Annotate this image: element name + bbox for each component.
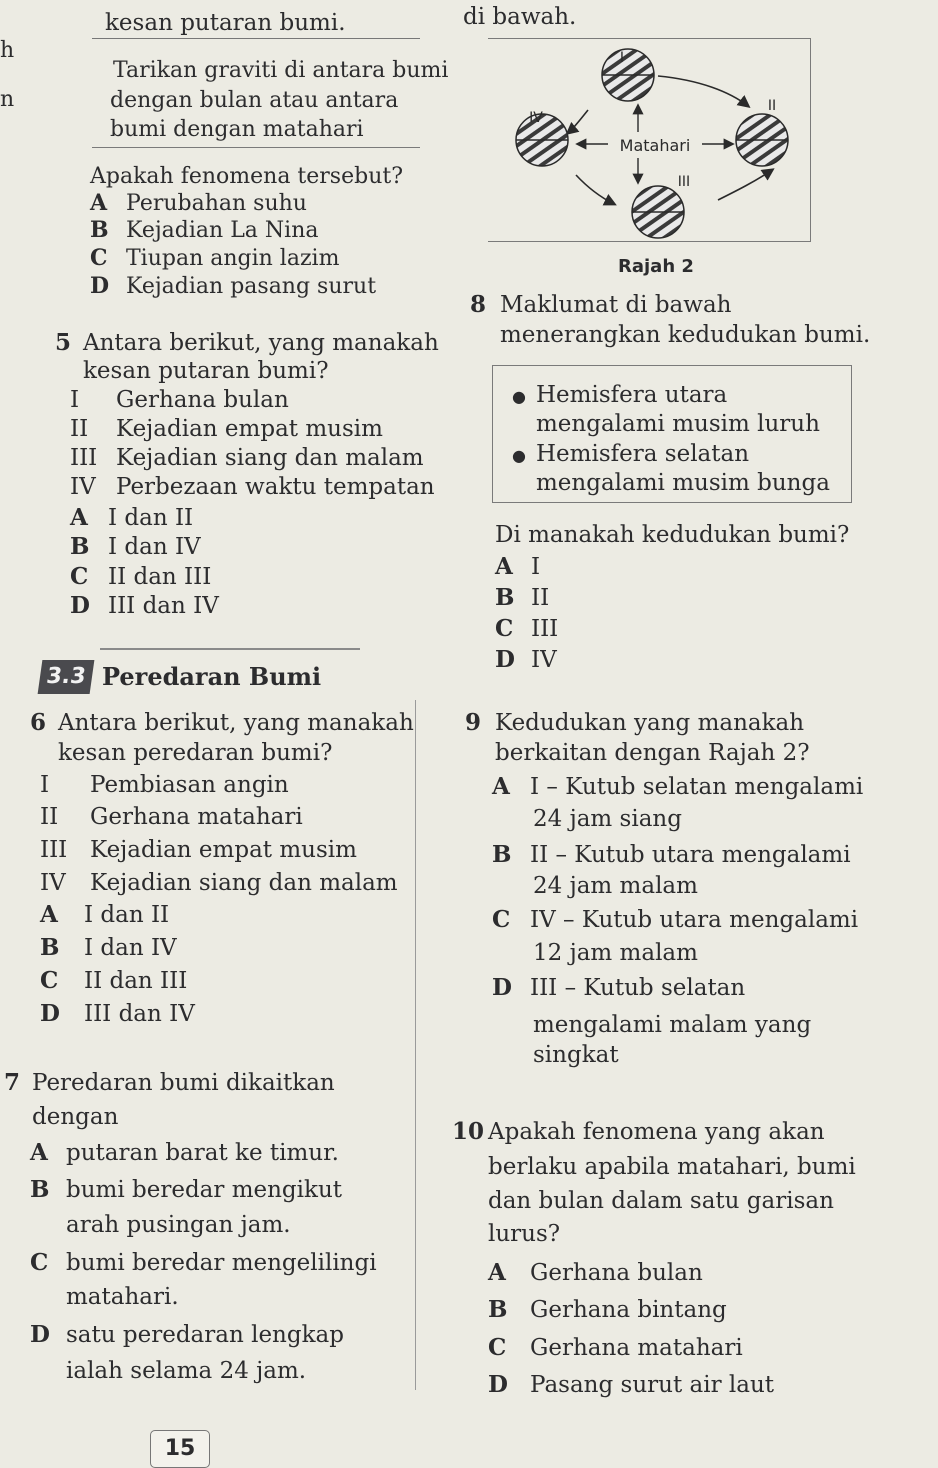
q4-box-line: Tarikan graviti di antara bumi: [113, 58, 449, 83]
q6-stem: 6 Antara berikut, yang manakah: [30, 709, 414, 736]
q10-option-a[interactable]: A Gerhana bulan: [488, 1259, 703, 1286]
orbit-arrow: [568, 110, 588, 133]
q5-item: IV Perbezaan waktu tempatan: [70, 474, 435, 500]
q5-option-c[interactable]: C II dan III: [70, 563, 212, 590]
q4-box-line: dengan bulan atau antara: [110, 88, 399, 113]
q7-stem: 7 Peredaran bumi dikaitkan: [4, 1069, 335, 1096]
column-divider: [415, 700, 416, 1390]
q4-option-d[interactable]: D Kejadian pasang surut: [90, 273, 377, 299]
q10-stem: 10 Apakah fenomena yang akan: [452, 1118, 825, 1145]
q10-option-d[interactable]: D Pasang surut air laut: [488, 1371, 774, 1398]
q6-option-c[interactable]: C II dan III: [40, 967, 188, 994]
q10-stem-line: berlaku apabila matahari, bumi: [488, 1154, 856, 1180]
q9-option-b-line: 24 jam malam: [533, 873, 698, 899]
position-label-iv: IV: [529, 110, 543, 126]
orbit-arrow: [718, 170, 772, 200]
q8-stem-line: menerangkan kedudukan bumi.: [500, 322, 871, 348]
sun-label: Matahari: [619, 136, 691, 155]
q6-option-b[interactable]: B I dan IV: [40, 934, 177, 961]
q8-option-c[interactable]: C III: [495, 615, 559, 642]
earth-position-ii: [736, 114, 788, 166]
q6-option-d[interactable]: D III dan IV: [40, 1000, 195, 1027]
q7-option-d[interactable]: D satu peredaran lengkap: [30, 1321, 344, 1348]
q5-item: III Kejadian siang dan malam: [70, 445, 424, 471]
q6-option-a[interactable]: A I dan II: [40, 901, 170, 928]
q9-option-d[interactable]: D III – Kutub selatan: [492, 974, 746, 1001]
q9-option-a-line: 24 jam siang: [533, 806, 682, 832]
page-number: 15: [150, 1430, 210, 1468]
q8-option-d[interactable]: D IV: [495, 646, 557, 673]
q4-option-a[interactable]: A Perubahan suhu: [90, 190, 307, 216]
q6-stem-line: kesan peredaran bumi?: [58, 740, 333, 766]
q9-option-c-line: 12 jam malam: [533, 940, 698, 966]
q8-bullet: ● Hemisfera selatan: [512, 441, 750, 467]
q6-item: III Kejadian empat musim: [40, 837, 357, 863]
position-label-iii: III: [677, 174, 691, 190]
q8-option-b[interactable]: B II: [495, 584, 550, 611]
orbit-diagram: [490, 40, 810, 240]
q9-stem-line: berkaitan dengan Rajah 2?: [495, 740, 810, 766]
orbit-arrow: [658, 76, 748, 106]
q8-stem: 8 Maklumat di bawah: [470, 291, 732, 318]
q5-option-d[interactable]: D III dan IV: [70, 592, 219, 619]
section-rule: [100, 648, 360, 650]
q7-option-c-line: matahari.: [66, 1284, 179, 1310]
q5-option-b[interactable]: B I dan IV: [70, 533, 201, 560]
cut-off-letter: n: [0, 87, 15, 112]
q9-option-d-line: mengalami malam yang: [533, 1012, 812, 1038]
q7-option-a[interactable]: A putaran barat ke timur.: [30, 1139, 339, 1166]
q8-bullet-line: mengalami musim bunga: [536, 470, 830, 496]
q8-option-a[interactable]: A I: [495, 553, 541, 580]
q4-question: Apakah fenomena tersebut?: [90, 164, 404, 189]
earth-position-iii: [632, 186, 684, 238]
q6-item: II Gerhana matahari: [40, 804, 303, 830]
q5-stem-line: kesan putaran bumi?: [83, 358, 329, 384]
q5-item: I Gerhana bulan: [70, 387, 289, 413]
q5-stem: 5 Antara berikut, yang manakah: [55, 329, 439, 356]
q7-option-b-line: arah pusingan jam.: [66, 1212, 291, 1238]
q4-option-c[interactable]: C Tiupan angin lazim: [90, 245, 340, 271]
q5-item: II Kejadian empat musim: [70, 416, 383, 442]
q7prev-stem-tail: di bawah.: [463, 4, 577, 30]
section-title: Peredaran Bumi: [102, 662, 322, 691]
cut-off-letter: h: [0, 38, 15, 63]
position-label-ii: II: [767, 98, 777, 114]
q4-box-line: bumi dengan matahari: [110, 117, 364, 142]
q6-item: I Pembiasan angin: [40, 772, 289, 798]
section-number-badge: 3.3: [38, 660, 95, 694]
q6-item: IV Kejadian siang dan malam: [40, 870, 398, 896]
q4-stem-tail: kesan putaran bumi.: [105, 10, 346, 36]
q8-bullet: ● Hemisfera utara: [512, 382, 728, 408]
q8-bullet-line: mengalami musim luruh: [536, 411, 820, 437]
orbit-arrow: [576, 175, 614, 204]
q7-option-c[interactable]: C bumi beredar mengelilingi: [30, 1249, 377, 1276]
q10-stem-line: dan bulan dalam satu garisan: [488, 1188, 834, 1214]
q7-option-d-line: ialah selama 24 jam.: [66, 1358, 307, 1384]
q9-option-c[interactable]: C IV – Kutub utara mengalami: [492, 906, 859, 933]
earth-position-i: [602, 49, 654, 101]
q9-option-d-line: singkat: [533, 1042, 619, 1068]
q9-option-b[interactable]: B II – Kutub utara mengalami: [492, 841, 851, 868]
q9-option-a[interactable]: A I – Kutub selatan mengalami: [492, 773, 864, 800]
figure-caption: Rajah 2: [618, 256, 694, 277]
position-label-i: I: [619, 50, 625, 66]
q7-option-b[interactable]: B bumi beredar mengikut: [30, 1176, 342, 1203]
q4-option-b[interactable]: B Kejadian La Nina: [90, 217, 319, 243]
q10-option-c[interactable]: C Gerhana matahari: [488, 1334, 743, 1361]
q5-option-a[interactable]: A I dan II: [70, 504, 194, 531]
q7-stem-line: dengan: [32, 1104, 119, 1130]
q10-option-b[interactable]: B Gerhana bintang: [488, 1296, 727, 1323]
q10-stem-line: lurus?: [488, 1221, 561, 1247]
q9-stem: 9 Kedudukan yang manakah: [465, 709, 805, 736]
q8-question: Di manakah kedudukan bumi?: [495, 522, 850, 548]
